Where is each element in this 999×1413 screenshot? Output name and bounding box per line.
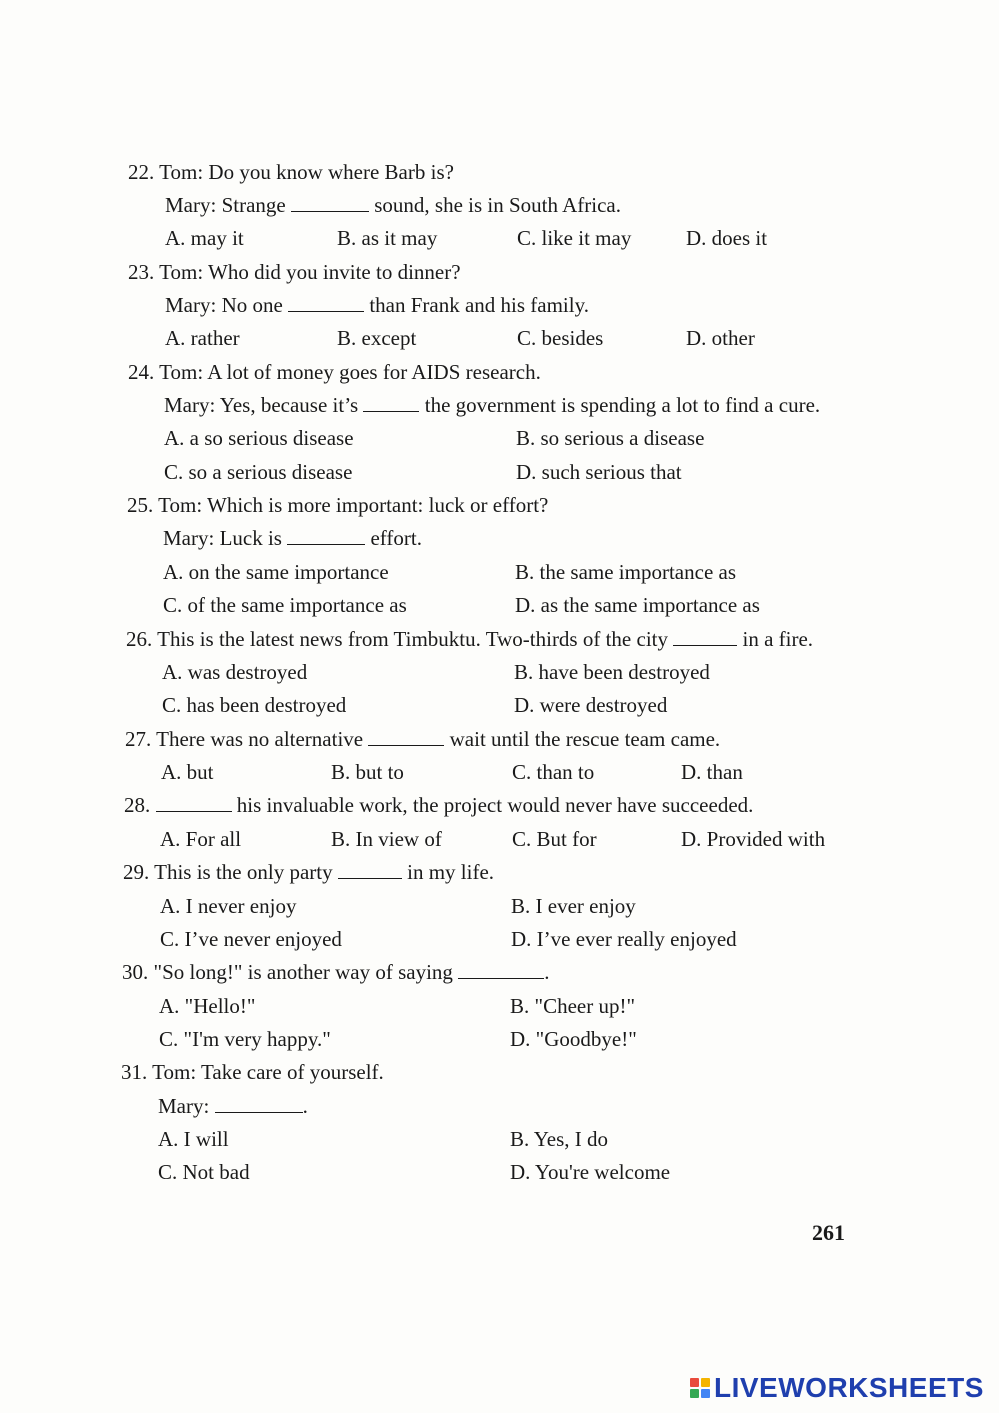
question-31-option-d[interactable]: D. You're welcome xyxy=(510,1160,671,1184)
question-31-option-a[interactable]: A. I will xyxy=(158,1127,229,1151)
question-23-option-c[interactable]: C. besides xyxy=(517,326,604,350)
question-29-prompt: 29. This is the only party in my life. xyxy=(123,856,494,889)
question-29-option-b[interactable]: B. I ever enjoy xyxy=(511,894,636,918)
question-24-option-a[interactable]: A. a so serious disease xyxy=(164,426,354,450)
question-25-option-a[interactable]: A. on the same importance xyxy=(163,560,389,584)
question-29-option-d[interactable]: D. I’ve ever really enjoyed xyxy=(511,927,737,951)
question-26-option-a[interactable]: A. was destroyed xyxy=(162,660,308,684)
brand-name: LIVEWORKSHEETS xyxy=(714,1372,984,1403)
question-23-prompt: 23. Tom: Who did you invite to dinner? xyxy=(128,260,461,284)
question-31-prompt: 31. Tom: Take care of yourself. xyxy=(121,1060,384,1084)
question-25-option-d[interactable]: D. as the same importance as xyxy=(515,593,760,617)
question-26-prompt: 26. This is the latest news from Timbuktu. Two-thirds of the city in a fire. xyxy=(126,623,813,656)
question-23-option-a[interactable]: A. rather xyxy=(165,326,240,350)
question-24-option-c[interactable]: C. so a serious disease xyxy=(164,460,353,484)
question-22-option-c[interactable]: C. like it may xyxy=(517,226,632,250)
question-31-option-c[interactable]: C. Not bad xyxy=(158,1160,250,1184)
page-number: 261 xyxy=(812,1220,845,1245)
question-30-prompt: 30. "So long!" is another way of saying . xyxy=(122,956,549,989)
question-28-option-b[interactable]: B. In view of xyxy=(331,827,442,851)
question-24-prompt: 24. Tom: A lot of money goes for AIDS research. xyxy=(128,360,541,384)
question-26-option-d[interactable]: D. were destroyed xyxy=(514,693,668,717)
question-29-option-a[interactable]: A. I never enjoy xyxy=(160,894,297,918)
question-26-option-c[interactable]: C. has been destroyed xyxy=(162,693,347,717)
question-30-option-b[interactable]: B. "Cheer up!" xyxy=(510,994,636,1018)
question-30-option-c[interactable]: C. "I'm very happy." xyxy=(159,1027,331,1051)
question-27-prompt: 27. There was no alternative wait until the rescue team came. xyxy=(125,723,720,756)
question-23-option-d[interactable]: D. other xyxy=(686,326,755,350)
question-22-response: Mary: Strange sound, she is in South Africa. xyxy=(165,189,621,222)
question-28-option-a[interactable]: A. For all xyxy=(160,827,242,851)
liveworksheets-logo-icon xyxy=(690,1378,710,1398)
question-22-option-d[interactable]: D. does it xyxy=(686,226,768,250)
question-25-option-b[interactable]: B. the same importance as xyxy=(515,560,737,584)
answer-blank[interactable] xyxy=(368,723,444,746)
question-24-response: Mary: Yes, because it’s the government is spending a lot to find a cure. xyxy=(164,389,820,422)
answer-blank[interactable] xyxy=(338,856,402,879)
answer-blank[interactable] xyxy=(363,389,419,412)
question-27-option-d[interactable]: D. than xyxy=(681,760,743,784)
question-30-option-d[interactable]: D. "Goodbye!" xyxy=(510,1027,637,1051)
question-25-prompt: 25. Tom: Which is more important: luck or effort? xyxy=(127,493,549,517)
liveworksheets-brand[interactable] xyxy=(690,1370,984,1406)
answer-blank[interactable] xyxy=(215,1090,303,1113)
question-22-option-a[interactable]: A. may it xyxy=(165,226,244,250)
question-24-option-b[interactable]: B. so serious a disease xyxy=(516,426,705,450)
answer-blank[interactable] xyxy=(458,956,544,979)
question-26-option-b[interactable]: B. have been destroyed xyxy=(514,660,710,684)
answer-blank[interactable] xyxy=(288,289,364,312)
question-25-option-c[interactable]: C. of the same importance as xyxy=(163,593,407,617)
answer-blank[interactable] xyxy=(287,522,365,545)
question-28-prompt: 28. his invaluable work, the project would never have succeeded. xyxy=(124,789,753,822)
question-22-option-b[interactable]: B. as it may xyxy=(337,226,438,250)
question-22-prompt: 22. Tom: Do you know where Barb is? xyxy=(128,160,454,184)
question-28-option-c[interactable]: C. But for xyxy=(512,827,597,851)
answer-blank[interactable] xyxy=(673,623,737,646)
question-29-option-c[interactable]: C. I’ve never enjoyed xyxy=(160,927,342,951)
answer-blank[interactable] xyxy=(156,789,232,812)
question-28-option-d[interactable]: D. Provided with xyxy=(681,827,826,851)
question-23-response: Mary: No one than Frank and his family. xyxy=(165,289,589,322)
question-27-option-a[interactable]: A. but xyxy=(161,760,214,784)
question-25-response: Mary: Luck is effort. xyxy=(163,522,422,555)
question-30-option-a[interactable]: A. "Hello!" xyxy=(159,994,256,1018)
question-27-option-b[interactable]: B. but to xyxy=(331,760,404,784)
question-31-option-b[interactable]: B. Yes, I do xyxy=(510,1127,609,1151)
answer-blank[interactable] xyxy=(291,189,369,212)
question-31-response: Mary: . xyxy=(158,1090,308,1123)
question-23-option-b[interactable]: B. except xyxy=(337,326,417,350)
question-24-option-d[interactable]: D. such serious that xyxy=(516,460,682,484)
question-27-option-c[interactable]: C. than to xyxy=(512,760,595,784)
